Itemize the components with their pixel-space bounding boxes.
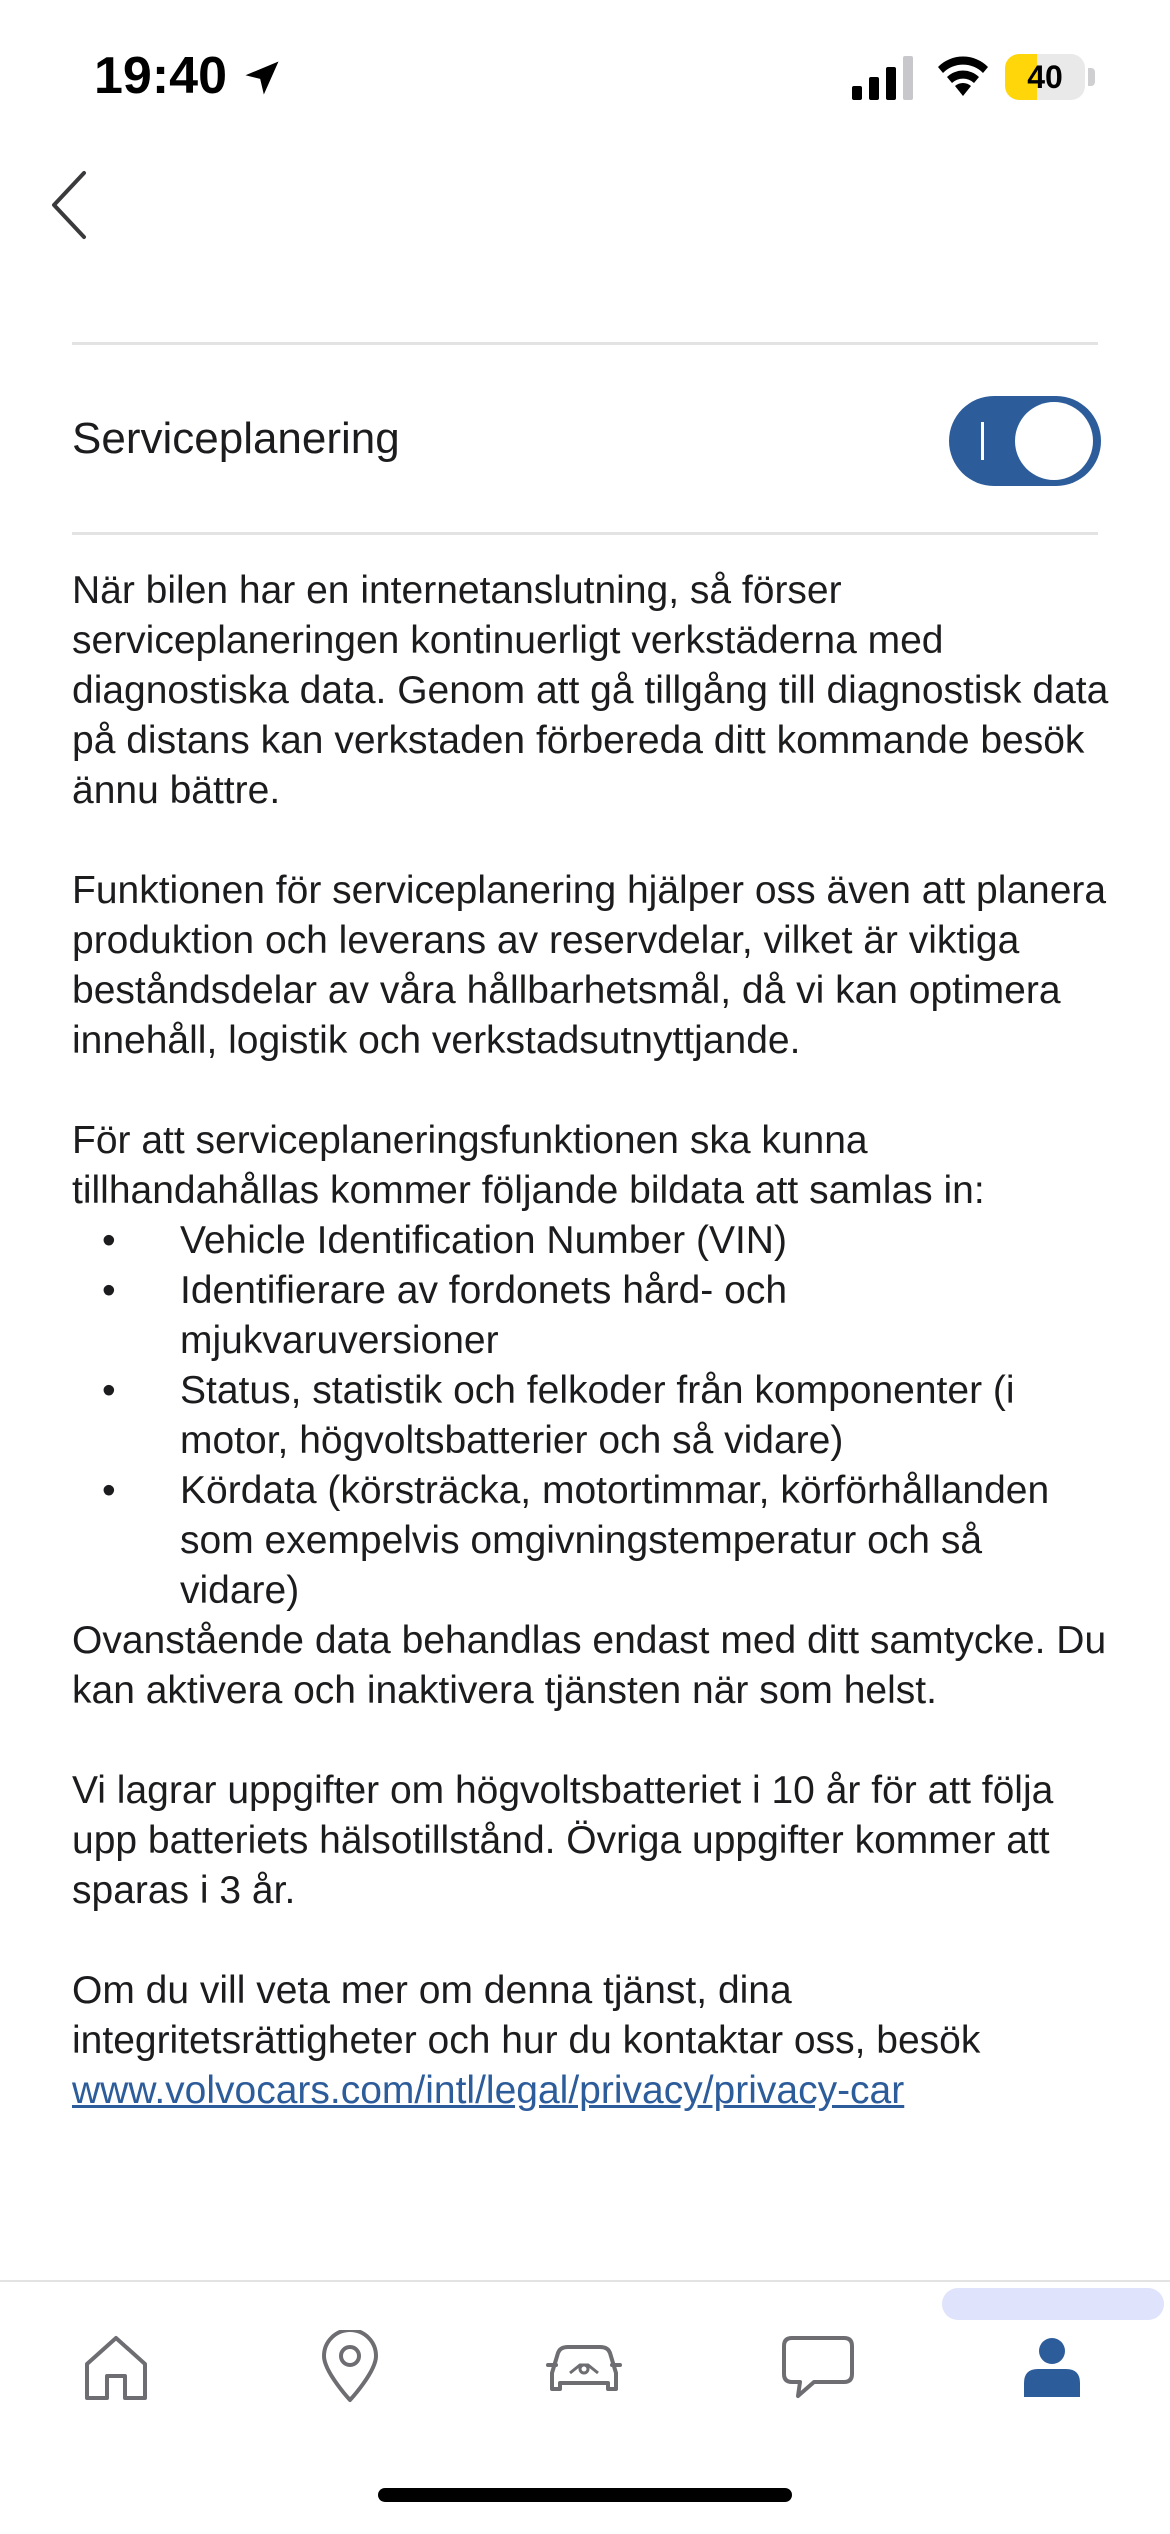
back-button[interactable]: [38, 160, 98, 250]
home-icon: [81, 2332, 151, 2402]
list-item: • Vehicle Identification Number (VIN): [102, 1219, 787, 1262]
tab-map[interactable]: [300, 2312, 400, 2422]
chevron-left-icon: [48, 169, 88, 241]
paragraph-production: Funktionen för serviceplanering hjälper oss även att planera produktion och leverans av reservdelar, vilket är viktiga beståndsdelar av våra hållbarhetsmål, då vi kan optimera innehåll, logistik och verkstadsutnyttjande.: [72, 869, 1107, 1062]
tab-profile[interactable]: [1002, 2312, 1102, 2422]
toggle-on-mark: [981, 422, 984, 460]
collected-data-list: [72, 1216, 1112, 1616]
divider-top: [72, 342, 1098, 345]
home-indicator: [378, 2488, 792, 2502]
list-item: • Identifierare av fordonets hård- och mjukvaruversioner: [102, 1269, 788, 1362]
location-pin-icon: [320, 2330, 380, 2404]
battery-level: 40: [1027, 59, 1063, 95]
privacy-link[interactable]: www.volvocars.com/intl/legal/privacy/privacy-car: [72, 2069, 905, 2112]
list-item: • Kördata (körsträcka, motortimmar, körförhållanden som exempelvis omgivningstemperatur och så vidare): [102, 1469, 1050, 1612]
service-planning-label: Serviceplanering: [72, 414, 400, 463]
paragraph-diagnostics: När bilen har en internetanslutning, så förser serviceplaneringen kontinuerligt verkstäderna med diagnostiska data. Genom att gå tillgång till diagnostisk data på distans kan verkstaden förbereda ditt kommande besök ännu bättre.: [72, 569, 1109, 812]
chat-bubble-icon: [780, 2334, 856, 2400]
wifi-icon: [935, 52, 991, 98]
tab-home[interactable]: [66, 2312, 166, 2422]
paragraph-more-info: Om du vill veta mer om denna tjänst, dina integritetsrättigheter och hur du kontaktar oss, besök www.volvocars.com/intl/legal/privacy/privacy-car: [72, 1969, 981, 2112]
status-bar: [0, 0, 1170, 150]
cellular-signal-icon: [852, 56, 914, 100]
profile-icon: [1022, 2335, 1082, 2399]
service-planning-description: [72, 566, 1112, 2116]
tab-messages[interactable]: [768, 2312, 868, 2422]
list-item: • Status, statistik och felkoder från komponenter (i motor, högvoltsbatterier och så vidare): [102, 1369, 1015, 1462]
service-planning-toggle[interactable]: [949, 396, 1101, 486]
paragraph-consent: Ovanstående data behandlas endast med ditt samtycke. Du kan aktivera och inaktivera tjänsten när som helst.: [72, 1619, 1107, 1712]
paragraph-data-collected: För att serviceplaneringsfunktionen ska kunna tillhandahållas kommer följande bildata att samlas in:: [72, 1119, 985, 1212]
tab-car[interactable]: [534, 2312, 634, 2422]
car-icon: [544, 2335, 624, 2399]
service-planning-row: [72, 346, 1098, 536]
toggle-knob: [1015, 402, 1093, 480]
divider-bottom: [72, 532, 1098, 535]
battery-indicator: [1005, 54, 1097, 100]
status-time: 19:40: [94, 47, 227, 105]
location-arrow-icon: [240, 56, 284, 100]
paragraph-retention: Vi lagrar uppgifter om högvoltsbatteriet i 10 år för att följa upp batteriets hälsotillstånd. Övriga uppgifter kommer att sparas i 3 år.: [72, 1769, 1054, 1912]
